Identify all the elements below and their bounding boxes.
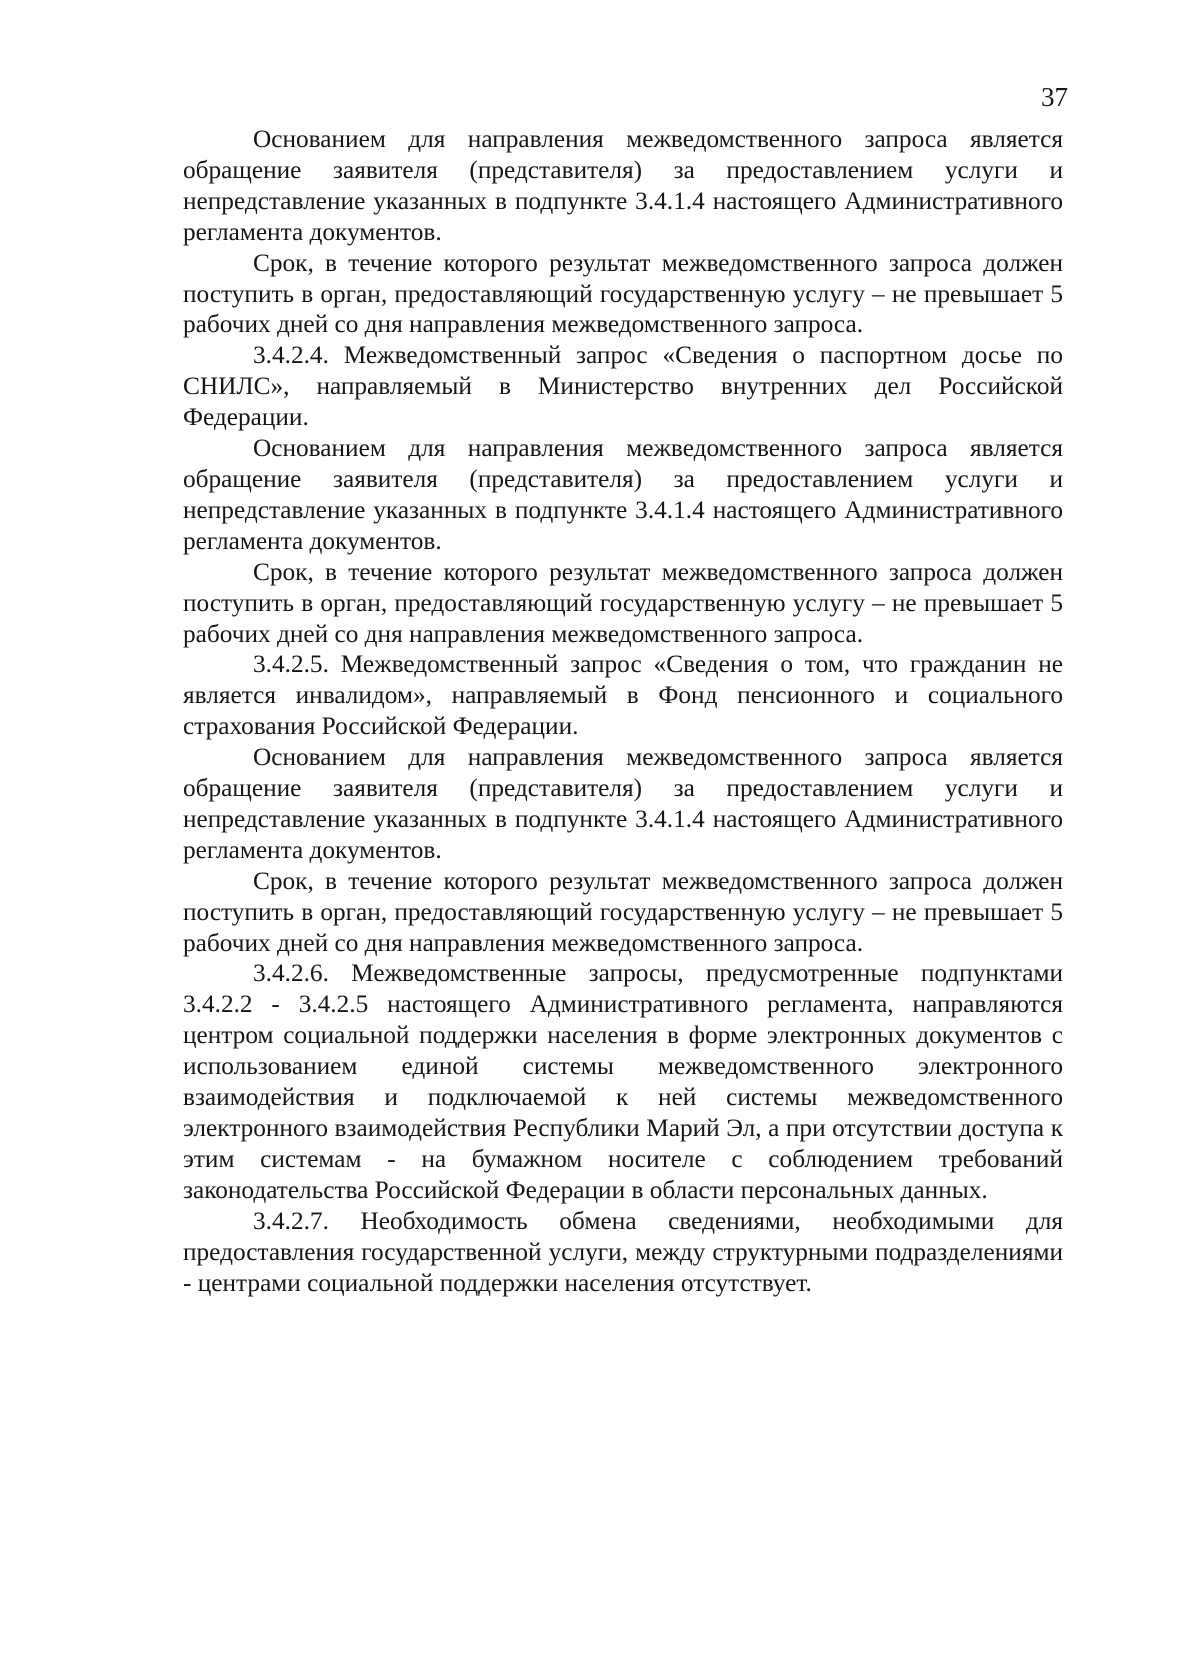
paragraph-3-4-2-4: 3.4.2.4. Межведомственный запрос «Сведения о паспортном досье по СНИЛС», направляемый в Министерство внутренних дел Российской Федерации. bbox=[183, 341, 1063, 432]
paragraph-basis-3: Основанием для направления межведомственного запроса является обращение заявителя (представителя) за предоставлением услуги и непредставление указанных в подпункте 3.4.1.4 настоящего Административного регламента документов. bbox=[183, 743, 1063, 864]
paragraph-deadline-1: Срок, в течение которого результат межведомственного запроса должен поступить в орган, предоставляющий государственную услугу – не превышает 5 рабочих дней со дня направления межведомственного запроса. bbox=[183, 248, 1063, 339]
page-number: 37 bbox=[1041, 82, 1068, 112]
document-body bbox=[183, 124, 1063, 1298]
paragraph-3-4-2-7: 3.4.2.7. Необходимость обмена сведениями, необходимыми для предоставления государственной услуги, между структурными подразделениями - центрами социальной поддержки населения отсутствует. bbox=[183, 1206, 1063, 1297]
paragraph-basis-1: Основанием для направления межведомственного запроса является обращение заявителя (представителя) за предоставлением услуги и непредставление указанных в подпункте 3.4.1.4 настоящего Административного регламента документов. bbox=[183, 125, 1063, 246]
paragraph-deadline-2: Срок, в течение которого результат межведомственного запроса должен поступить в орган, предоставляющий государственную услугу – не превышает 5 рабочих дней со дня направления межведомственного запроса. bbox=[183, 557, 1063, 648]
paragraph-basis-2: Основанием для направления межведомственного запроса является обращение заявителя (представителя) за предоставлением услуги и непредставление указанных в подпункте 3.4.1.4 настоящего Административного регламента документов. bbox=[183, 434, 1063, 555]
paragraph-3-4-2-5: 3.4.2.5. Межведомственный запрос «Сведения о том, что гражданин не является инвалидом», направляемый в Фонд пенсионного и социального страхования Российской Федерации. bbox=[183, 650, 1063, 741]
paragraph-3-4-2-6: 3.4.2.6. Межведомственные запросы, предусмотренные подпунктами 3.4.2.2 - 3.4.2.5 настоящего Административного регламента, направляются центром социальной поддержки населения в форме электронных документов с использованием единой системы межведомственного электронного взаимодействия и подключаемой к ней системы межведомственного электронного взаимодействия Республики Марий Эл, а при отсутствии доступа к этим системам - на бумажном носителе с соблюдением требований законодательства Российской Федерации в области персональных данных. bbox=[183, 959, 1063, 1204]
paragraph-deadline-3: Срок, в течение которого результат межведомственного запроса должен поступить в орган, предоставляющий государственную услугу – не превышает 5 рабочих дней со дня направления межведомственного запроса. bbox=[183, 866, 1063, 957]
